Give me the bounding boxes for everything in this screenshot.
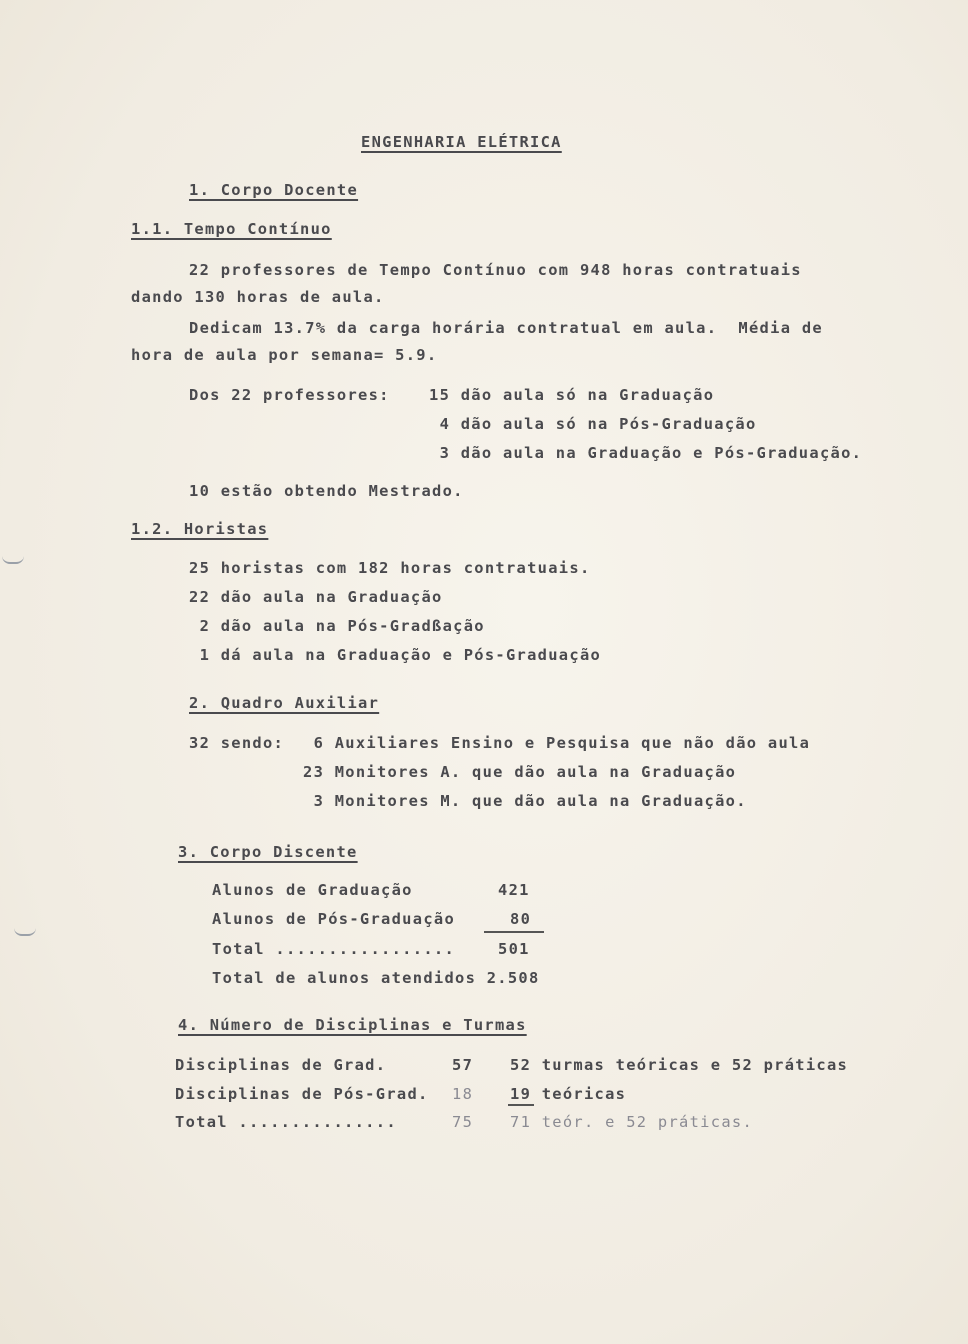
disciplinas-desc: 71 teór. e 52 práticas. <box>510 1113 754 1131</box>
horistas-line: 2 dão aula na Pós-Gradßação <box>189 617 485 635</box>
disciplinas-label: Disciplinas de Pós-Grad. <box>175 1085 429 1103</box>
total-atendidos: Total de alunos atendidos 2.508 <box>212 969 540 987</box>
quadro-line: 6 Auxiliares Ensino e Pesquisa que não dão aula <box>303 734 811 752</box>
sum-rule <box>484 931 544 933</box>
paragraph-line: dando 130 horas de aula. <box>131 288 385 306</box>
discente-value: 421 <box>498 881 530 899</box>
section-3-heading: 3. Corpo Discente <box>178 843 358 861</box>
punch-hole-mark <box>14 928 36 936</box>
section-1-2-heading: 1.2. Horistas <box>131 520 269 538</box>
horistas-line: 1 dá aula na Graduação e Pós-Graduação <box>189 646 602 664</box>
discente-label: Total ................. <box>212 940 456 958</box>
discente-value: 501 <box>498 940 530 958</box>
discente-label: Alunos de Graduação <box>212 881 413 899</box>
breakdown-line: 4 dão aula só na Pós-Graduação <box>429 415 757 433</box>
disciplinas-desc: 19 teóricas <box>510 1085 627 1103</box>
section-2-heading: 2. Quadro Auxiliar <box>189 694 380 712</box>
disciplinas-label: Total ............... <box>175 1113 397 1131</box>
disciplinas-count: 18 <box>452 1085 474 1103</box>
quadro-line: 23 Monitores A. que dão aula na Graduação <box>303 763 737 781</box>
paragraph-line: 22 professores de Tempo Contínuo com 948 horas contratuais <box>189 261 802 279</box>
strike-rule <box>508 1104 534 1106</box>
paragraph-line: Dedicam 13.7% da carga horária contratual em aula. Média de <box>189 319 823 337</box>
horistas-line: 22 dão aula na Graduação <box>189 588 443 606</box>
disciplinas-desc: 52 turmas teóricas e 52 práticas <box>510 1056 849 1074</box>
breakdown-label: Dos 22 professores: <box>189 386 390 404</box>
disciplinas-count: 57 <box>452 1056 474 1074</box>
paragraph-line: hora de aula por semana= 5.9. <box>131 346 438 364</box>
horistas-line: 25 horistas com 182 horas contratuais. <box>189 559 591 577</box>
punch-hole-mark <box>2 556 24 564</box>
disciplinas-count: 75 <box>452 1113 474 1131</box>
mestrado-line: 10 estão obtendo Mestrado. <box>189 482 464 500</box>
breakdown-line: 3 dão aula na Graduação e Pós-Graduação. <box>429 444 863 462</box>
document-title: ENGENHARIA ELÉTRICA <box>361 133 562 151</box>
discente-value: 80 <box>510 910 532 928</box>
quadro-line: 3 Monitores M. que dão aula na Graduação. <box>303 792 747 810</box>
section-1-1-heading: 1.1. Tempo Contínuo <box>131 220 332 238</box>
section-4-heading: 4. Número de Disciplinas e Turmas <box>178 1016 527 1034</box>
breakdown-line: 15 dão aula só na Graduação <box>429 386 715 404</box>
section-1-heading: 1. Corpo Docente <box>189 181 359 199</box>
discente-label: Alunos de Pós-Graduação <box>212 910 456 928</box>
disciplinas-label: Disciplinas de Grad. <box>175 1056 387 1074</box>
quadro-label: 32 sendo: <box>189 734 285 752</box>
